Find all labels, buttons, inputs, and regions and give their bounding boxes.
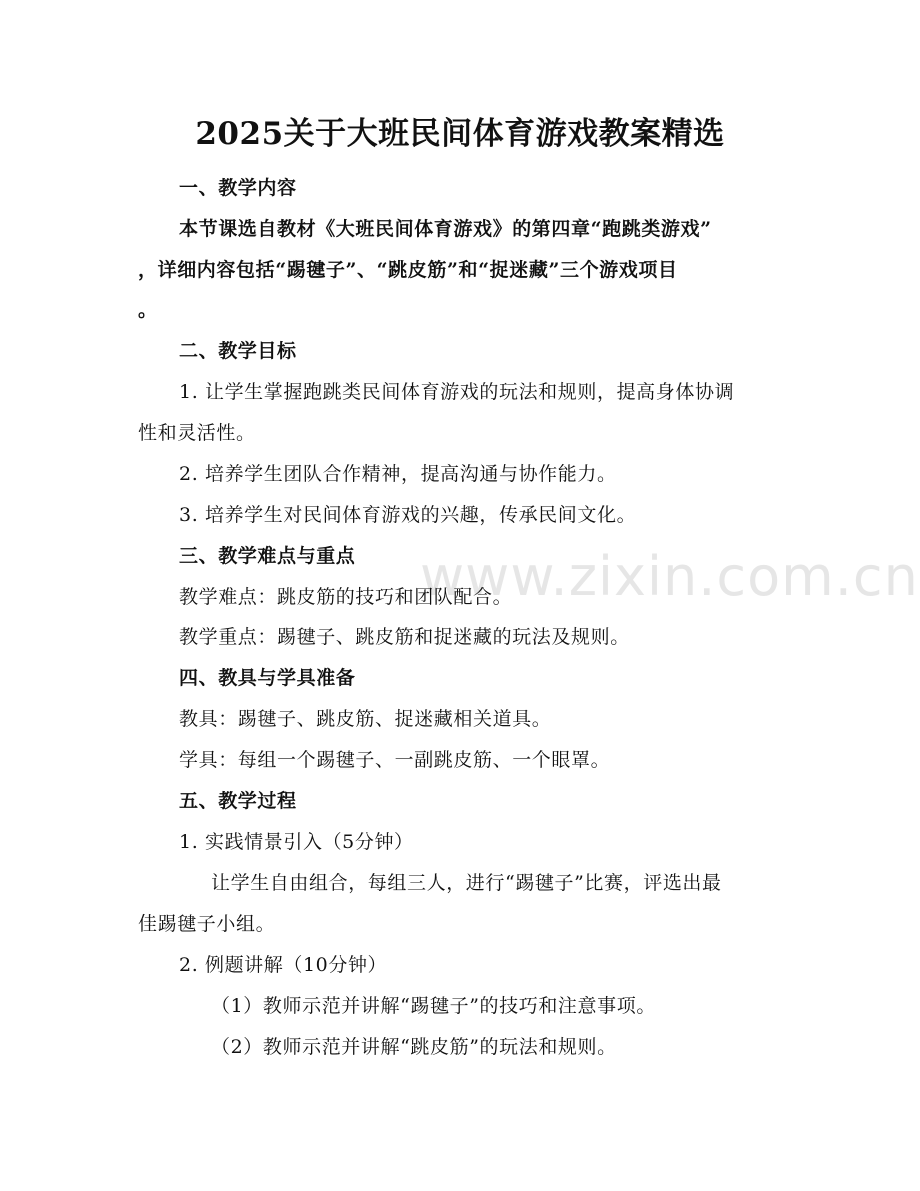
- paragraph-line: 本节课选自教材《大班民间体育游戏》的第四章“跑跳类游戏”: [179, 218, 712, 240]
- list-item: 2. 培养学生团队合作精神，提高沟通与协作能力。: [179, 463, 617, 485]
- sub-list-item: （2）教师示范并讲解“跳皮筋”的玩法和规则。: [211, 1036, 617, 1058]
- paragraph-line: 教具：踢毽子、跳皮筋、捉迷藏相关道具。: [179, 708, 552, 730]
- section-heading-difficulty: 三、教学难点与重点: [179, 545, 356, 567]
- paragraph-line: 教学重点：踢毽子、跳皮筋和捉迷藏的玩法及规则。: [179, 626, 630, 648]
- list-item: 3. 培养学生对民间体育游戏的兴趣，传承民间文化。: [179, 504, 637, 526]
- paragraph-line: 让学生自由组合，每组三人，进行“踢毽子”比赛，评选出最: [211, 872, 722, 894]
- list-item: 1. 让学生掌握跑跳类民间体育游戏的玩法和规则，提高身体协调: [179, 381, 735, 403]
- paragraph-line: 教学难点：跳皮筋的技巧和团队配合。: [179, 586, 513, 608]
- paragraph-line: 学具：每组一个踢毽子、一副跳皮筋、一个眼罩。: [179, 749, 611, 771]
- document-title: 2025关于大班民间体育游戏教案精选: [195, 116, 725, 152]
- section-heading-content: 一、教学内容: [179, 177, 297, 199]
- section-heading-objectives: 二、教学目标: [179, 340, 297, 362]
- section-heading-process: 五、教学过程: [179, 790, 297, 812]
- paragraph-line: 佳踢毽子小组。: [138, 913, 276, 935]
- section-heading-materials: 四、教具与学具准备: [179, 667, 356, 689]
- sub-list-item: （1）教师示范并讲解“踢毽子”的技巧和注意事项。: [211, 995, 656, 1017]
- paragraph-line: ，详细内容包括“踢毽子”、“跳皮筋”和“捉迷藏”三个游戏项目: [138, 259, 678, 281]
- list-item: 2. 例题讲解（10分钟）: [179, 954, 388, 976]
- paragraph-line: 。: [138, 299, 158, 321]
- watermark: www.zixin.com.cn: [420, 545, 919, 608]
- list-item: 1. 实践情景引入（5分钟）: [179, 831, 414, 853]
- list-item-continuation: 性和灵活性。: [138, 422, 256, 444]
